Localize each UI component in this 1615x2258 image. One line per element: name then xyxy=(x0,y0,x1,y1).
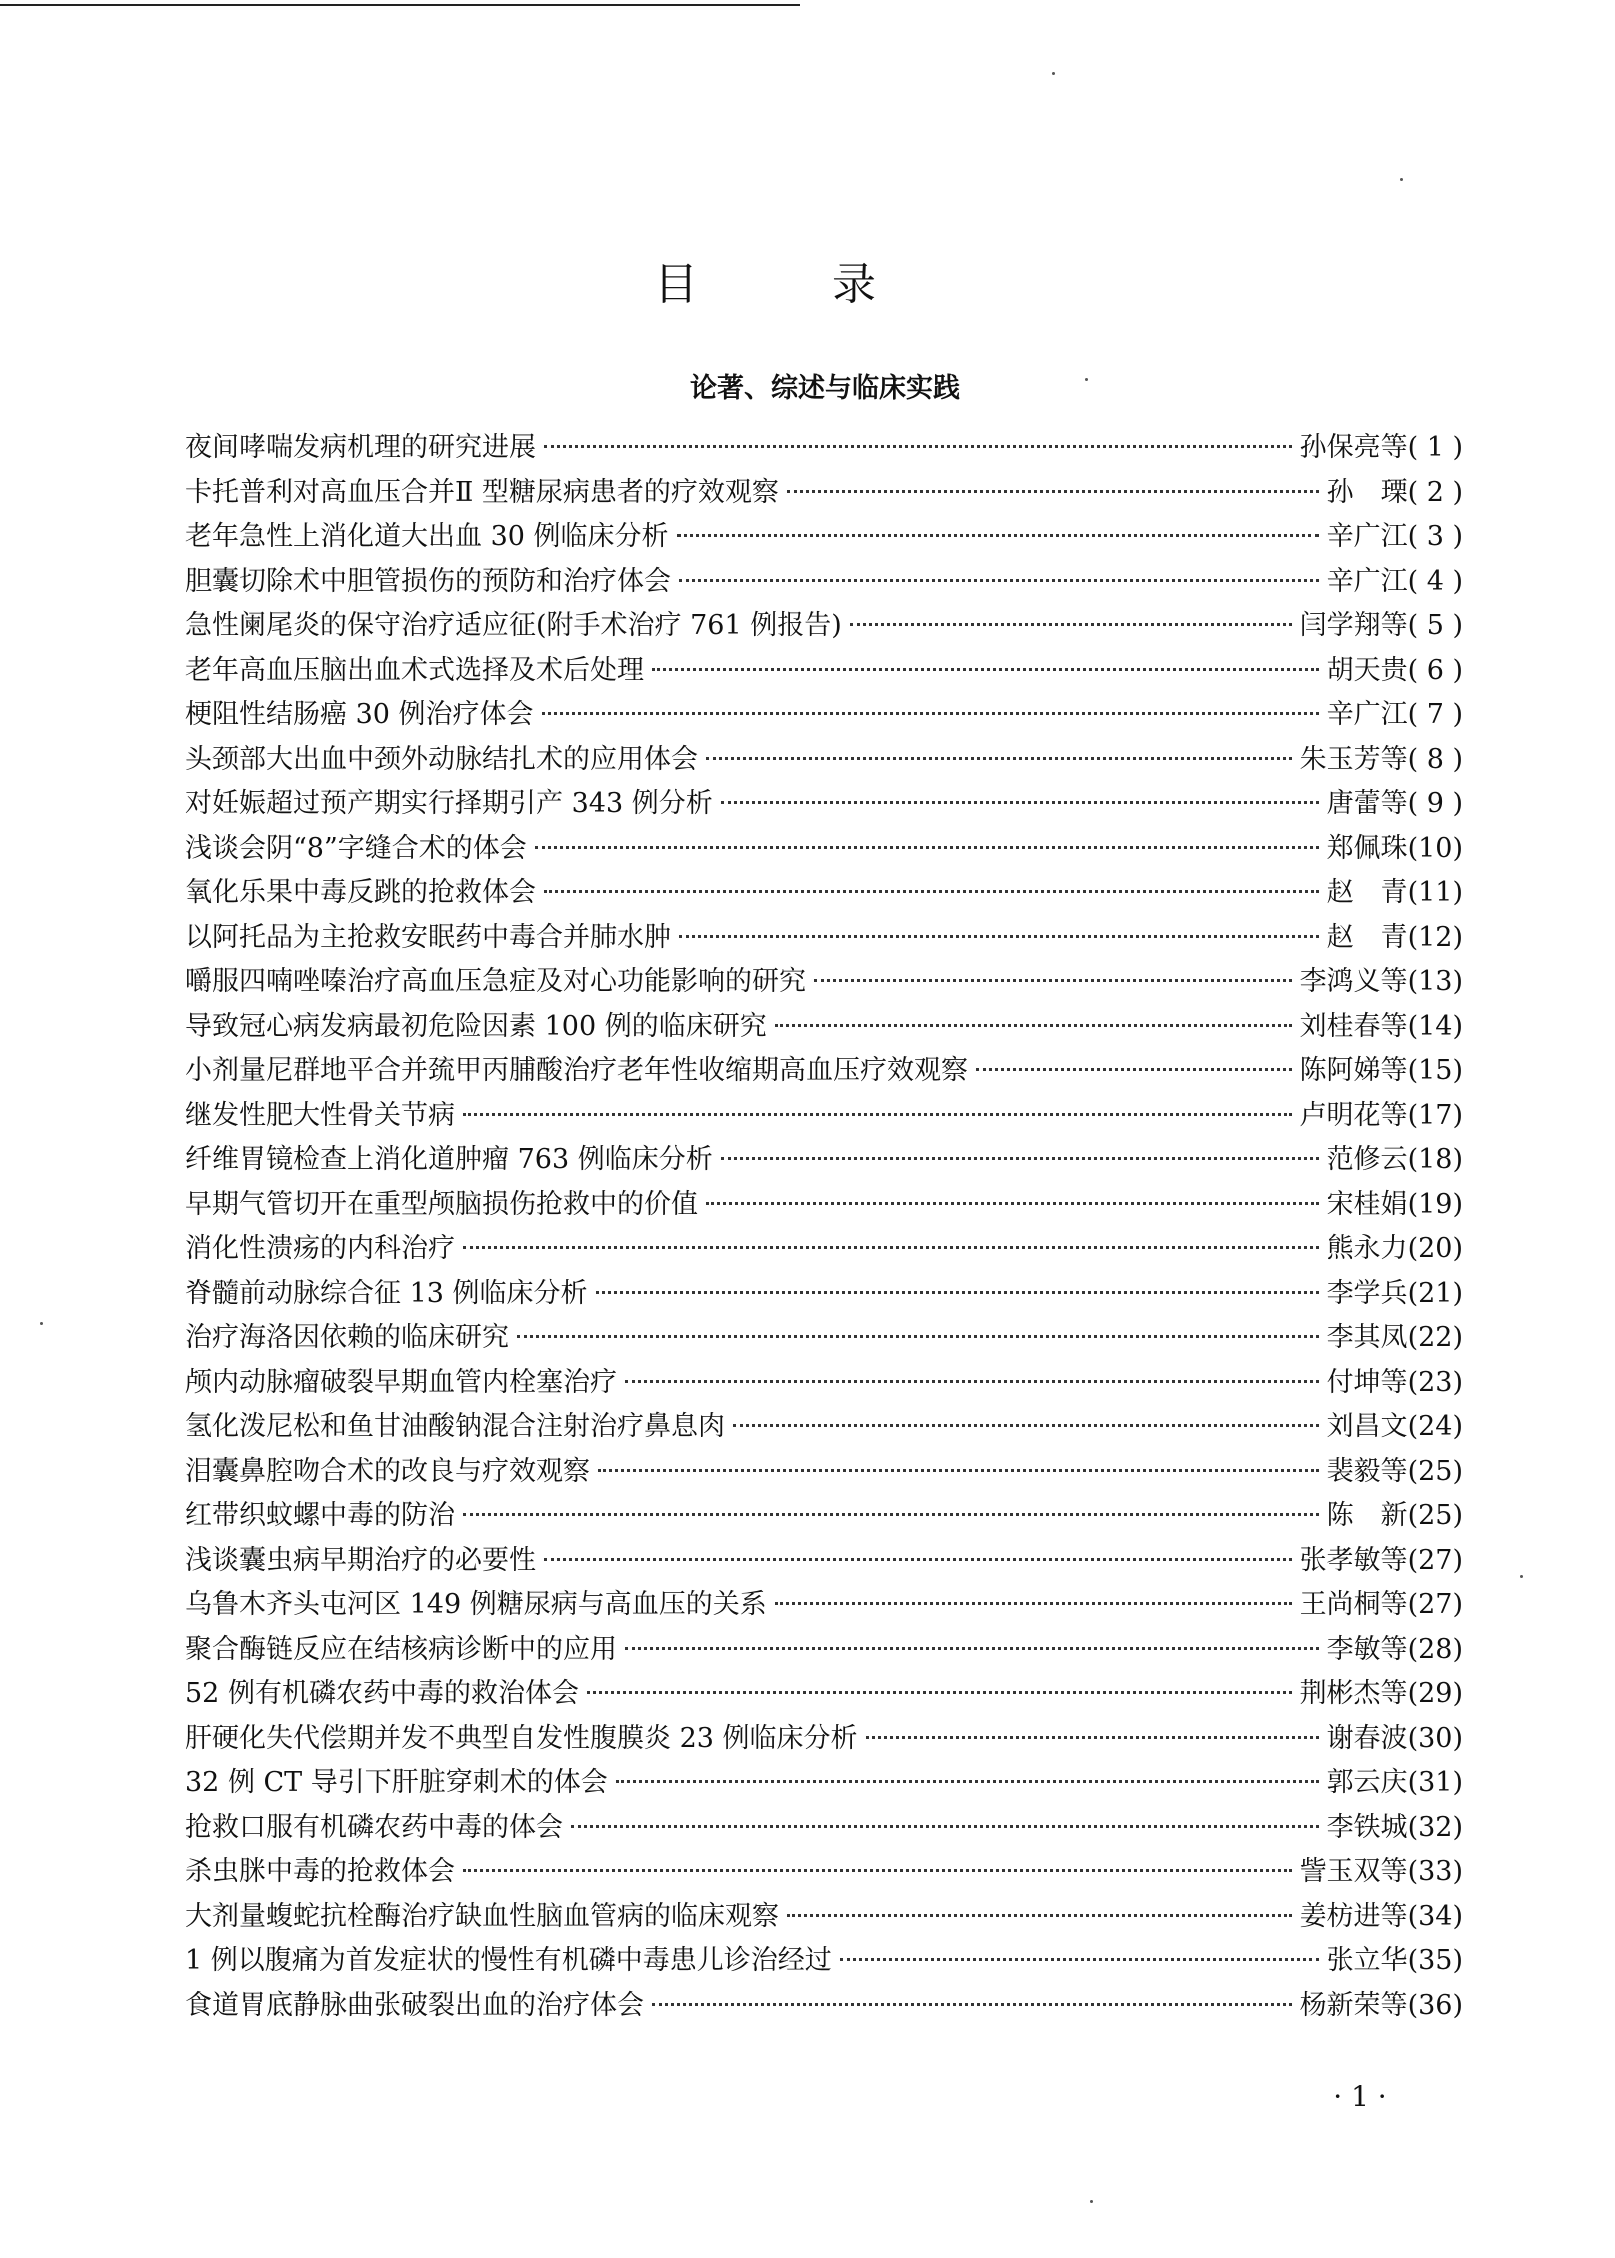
toc-entry xyxy=(185,1628,1463,1673)
dot-leader xyxy=(814,979,1292,982)
dot-leader xyxy=(706,757,1292,760)
toc-entry-author: 谢春波 xyxy=(1326,1722,1408,1754)
toc-entry-title: 胆囊切除术中胆管损伤的预防和治疗体会 xyxy=(185,565,671,597)
scan-speck xyxy=(1520,1575,1523,1578)
toc-entry-page: (27) xyxy=(1407,1544,1463,1576)
toc-entry-author: 荆彬杰等 xyxy=(1299,1678,1408,1709)
toc-entry-page: (32) xyxy=(1407,1811,1463,1843)
dot-leader xyxy=(616,1780,1319,1783)
toc-entry xyxy=(185,1049,1463,1094)
toc-entry xyxy=(185,738,1463,783)
toc-entry-author: 杨新荣等 xyxy=(1299,1989,1408,2021)
toc-entry-page: (29) xyxy=(1407,1678,1463,1709)
toc-entry xyxy=(185,916,1463,961)
toc-entry xyxy=(185,1405,1463,1450)
toc-entry xyxy=(185,604,1463,649)
toc-entry-author: 张孝敏等 xyxy=(1299,1544,1408,1576)
toc-entry-author: 胡天贵 xyxy=(1326,654,1408,686)
toc-entry-title: 继发性肥大性骨关节病 xyxy=(185,1099,455,1131)
dot-leader xyxy=(775,1024,1292,1027)
toc-entry-page: (20) xyxy=(1407,1233,1463,1264)
toc-entry-author: 李敏等 xyxy=(1326,1633,1408,1665)
toc-entry xyxy=(185,1005,1463,1050)
toc-entry-title: 消化性溃疡的内科治疗 xyxy=(185,1233,455,1264)
toc-entry xyxy=(185,1672,1463,1717)
dot-leader xyxy=(571,1825,1319,1828)
dot-leader xyxy=(706,1202,1319,1205)
toc-entry-title: 纤维胃镜检查上消化道肿瘤 763 例临床分析 xyxy=(185,1144,713,1175)
toc-entry xyxy=(185,871,1463,916)
toc-entry-title: 32 例 CT 导引下肝脏穿刺术的体会 xyxy=(185,1767,608,1798)
dot-leader xyxy=(517,1335,1319,1338)
toc-entry-title: 浅谈会阴“8”字缝合术的体会 xyxy=(185,832,527,864)
dot-leader xyxy=(463,1869,1292,1872)
toc-entry-title: 泪囊鼻腔吻合术的改良与疗效观察 xyxy=(185,1455,590,1487)
toc-entry-title: 导致冠心病发病最初危险因素 100 例的临床研究 xyxy=(185,1010,767,1042)
toc-entry-author: 赵 青 xyxy=(1326,877,1408,908)
toc-entry-title: 乌鲁木齐头屯河区 149 例糖尿病与高血压的关系 xyxy=(185,1589,767,1620)
toc-entry-author: 朱玉芳等 xyxy=(1299,743,1408,775)
dot-leader xyxy=(463,1246,1319,1249)
toc-entry-author: 辛广江 xyxy=(1326,565,1408,597)
toc-entry xyxy=(185,1138,1463,1183)
toc-entry-title: 老年急性上消化道大出血 30 例临床分析 xyxy=(185,521,669,552)
toc-entry-title: 杀虫脒中毒的抢救体会 xyxy=(185,1856,455,1887)
toc-entry-title: 聚合酶链反应在结核病诊断中的应用 xyxy=(185,1633,617,1665)
toc-entry xyxy=(185,1272,1463,1317)
dot-leader xyxy=(587,1691,1292,1694)
toc-entry-page: ( 3 ) xyxy=(1407,521,1463,552)
toc-entry-author: 刘桂春等 xyxy=(1299,1010,1408,1042)
toc-entry-title: 肝硬化失代偿期并发不典型自发性腹膜炎 23 例临床分析 xyxy=(185,1722,858,1754)
toc-entry-title: 小剂量尼群地平合并巯甲丙脯酸治疗老年性收缩期高血压疗效观察 xyxy=(185,1055,968,1086)
toc-entry xyxy=(185,560,1463,605)
toc-entry xyxy=(185,1316,1463,1361)
dot-leader xyxy=(850,623,1292,626)
dot-leader xyxy=(787,1914,1292,1917)
scan-speck xyxy=(1400,178,1403,181)
scan-speck xyxy=(40,1322,43,1325)
toc-entry xyxy=(185,1539,1463,1584)
toc-entry-author: 陈阿娣等 xyxy=(1299,1055,1408,1086)
toc-entry xyxy=(185,471,1463,516)
dot-leader xyxy=(733,1424,1319,1427)
toc-entry-author: 孙 瑮 xyxy=(1326,476,1408,508)
toc-entry-author: 辛广江 xyxy=(1326,521,1408,552)
toc-entry xyxy=(185,693,1463,738)
dot-leader xyxy=(652,2003,1292,2006)
dot-leader xyxy=(544,1558,1292,1561)
toc-entry xyxy=(185,426,1463,471)
scan-speck xyxy=(1052,72,1055,75)
toc-entry-title: 食道胃底静脉曲张破裂出血的治疗体会 xyxy=(185,1989,644,2021)
toc-entry-title: 治疗海洛因依赖的临床研究 xyxy=(185,1322,509,1353)
toc-entry-title: 颅内动脉瘤破裂早期血管内栓塞治疗 xyxy=(185,1366,617,1398)
toc-entry xyxy=(185,1494,1463,1539)
toc-entry-page: (13) xyxy=(1407,966,1463,997)
dot-leader xyxy=(866,1736,1319,1739)
toc-entry-page: (22) xyxy=(1407,1322,1463,1353)
dot-leader xyxy=(787,490,1319,493)
scan-speck xyxy=(1085,378,1088,381)
toc-entry-page: (30) xyxy=(1407,1722,1463,1754)
toc-entry-author: 裴毅等 xyxy=(1326,1455,1408,1487)
toc-entry-author: 闫学翔等 xyxy=(1299,610,1408,641)
toc-entry-page: ( 1 ) xyxy=(1407,432,1463,463)
toc-entry-author: 赵 青 xyxy=(1326,921,1408,953)
toc-entry-author: 孙保亮等 xyxy=(1299,432,1408,463)
toc-entry-page: ( 7 ) xyxy=(1407,699,1463,730)
toc-entry xyxy=(185,1583,1463,1628)
toc-entry-page: ( 6 ) xyxy=(1407,654,1463,686)
toc-entry xyxy=(185,1806,1463,1851)
dot-leader xyxy=(677,534,1319,537)
toc-entry-author: 訾玉双等 xyxy=(1299,1856,1408,1887)
section-heading: 论著、综述与临床实践 xyxy=(690,373,960,404)
dot-leader xyxy=(463,1113,1292,1116)
scan-speck xyxy=(1090,2200,1093,2203)
toc-entry-page: (24) xyxy=(1407,1411,1463,1442)
toc-entry-page: (25) xyxy=(1407,1500,1463,1531)
toc-entry-page: (11) xyxy=(1407,877,1463,908)
dot-leader xyxy=(721,801,1319,804)
toc-entry-author: 李其凤 xyxy=(1326,1322,1408,1353)
toc-entry-author: 刘昌文 xyxy=(1326,1411,1408,1442)
toc-entry-page: (31) xyxy=(1407,1767,1463,1798)
toc-entry-page: ( 2 ) xyxy=(1407,476,1463,508)
toc-entry-page: (10) xyxy=(1407,832,1463,864)
toc-entry-author: 姜枋进等 xyxy=(1299,1900,1408,1932)
toc-entry xyxy=(185,1094,1463,1139)
toc-entry-title: 大剂量蝮蛇抗栓酶治疗缺血性脑血管病的临床观察 xyxy=(185,1900,779,1932)
toc-entry xyxy=(185,1761,1463,1806)
toc-entry-title: 氢化泼尼松和鱼甘油酸钠混合注射治疗鼻息肉 xyxy=(185,1411,725,1442)
dot-leader xyxy=(679,579,1319,582)
dot-leader xyxy=(775,1602,1292,1605)
toc-entry-page: ( 8 ) xyxy=(1407,743,1463,775)
toc-entry xyxy=(185,960,1463,1005)
toc-entry-title: 1 例以腹痛为首发症状的慢性有机磷中毒患儿诊治经过 xyxy=(185,1945,832,1976)
toc-entry-title: 脊髓前动脉综合征 13 例临床分析 xyxy=(185,1277,588,1309)
dot-leader xyxy=(652,668,1319,671)
toc-entry-title: 老年高血压脑出血术式选择及术后处理 xyxy=(185,654,644,686)
toc-entry-author: 李铁城 xyxy=(1326,1811,1408,1843)
toc-entry-page: ( 5 ) xyxy=(1407,610,1463,641)
toc-entry-title: 急性阑尾炎的保守治疗适应征(附手术治疗 761 例报告) xyxy=(185,610,842,641)
dot-leader xyxy=(596,1291,1319,1294)
toc-entry-page: (28) xyxy=(1407,1633,1463,1665)
toc-entry-page: ( 9 ) xyxy=(1407,788,1463,819)
toc-entry-page: (17) xyxy=(1407,1099,1463,1131)
toc-entry-title: 氧化乐果中毒反跳的抢救体会 xyxy=(185,877,536,908)
toc-entry-page: (33) xyxy=(1407,1856,1463,1887)
toc-entry-title: 夜间哮喘发病机理的研究进展 xyxy=(185,432,536,463)
top-rule xyxy=(0,4,800,6)
toc-entry-author: 郭云庆 xyxy=(1326,1767,1408,1798)
toc-entry-title: 对妊娠超过预产期实行择期引产 343 例分析 xyxy=(185,788,713,819)
toc-entry-author: 辛广江 xyxy=(1326,699,1408,730)
dot-leader xyxy=(721,1157,1319,1160)
page-title: 目 录 xyxy=(654,259,936,310)
toc-entry xyxy=(185,1939,1463,1984)
toc-entry-page: (21) xyxy=(1407,1277,1463,1309)
toc-entry-author: 范修云 xyxy=(1326,1144,1408,1175)
dot-leader xyxy=(625,1380,1319,1383)
dot-leader xyxy=(542,712,1319,715)
toc-entry xyxy=(185,1183,1463,1228)
toc-entry-title: 嚼服四喃唑嗪治疗高血压急症及对心功能影响的研究 xyxy=(185,966,806,997)
toc-entry-author: 郑佩珠 xyxy=(1326,832,1408,864)
toc-entry xyxy=(185,1227,1463,1272)
table-of-contents xyxy=(185,426,1463,2028)
toc-entry-title: 早期气管切开在重型颅脑损伤抢救中的价值 xyxy=(185,1188,698,1220)
toc-entry-author: 陈 新 xyxy=(1326,1500,1408,1531)
dot-leader xyxy=(679,935,1319,938)
dot-leader xyxy=(463,1513,1319,1516)
toc-entry-page: (27) xyxy=(1407,1589,1463,1620)
toc-entry-author: 熊永力 xyxy=(1326,1233,1408,1264)
toc-entry-page: (18) xyxy=(1407,1144,1463,1175)
toc-entry-page: (12) xyxy=(1407,921,1463,953)
toc-entry xyxy=(185,782,1463,827)
toc-entry-author: 宋桂娟 xyxy=(1326,1188,1408,1220)
toc-entry-page: (34) xyxy=(1407,1900,1463,1932)
toc-entry-page: (25) xyxy=(1407,1455,1463,1487)
toc-entry-page: (19) xyxy=(1407,1188,1463,1220)
toc-entry-page: ( 4 ) xyxy=(1407,565,1463,597)
toc-entry-author: 唐蕾等 xyxy=(1326,788,1408,819)
toc-entry-page: (23) xyxy=(1407,1366,1463,1398)
toc-entry-page: (35) xyxy=(1407,1945,1463,1976)
toc-entry-page: (15) xyxy=(1407,1055,1463,1086)
toc-entry xyxy=(185,1850,1463,1895)
dot-leader xyxy=(598,1469,1319,1472)
toc-entry-author: 付坤等 xyxy=(1326,1366,1408,1398)
toc-entry xyxy=(185,1984,1463,2029)
page-number: · 1 · xyxy=(1333,2080,1387,2113)
dot-leader xyxy=(976,1068,1292,1071)
toc-entry-title: 卡托普利对高血压合并Ⅱ 型糖尿病患者的疗效观察 xyxy=(185,476,779,508)
toc-entry xyxy=(185,1717,1463,1762)
toc-entry-title: 浅谈囊虫病早期治疗的必要性 xyxy=(185,1544,536,1576)
toc-entry-title: 抢救口服有机磷农药中毒的体会 xyxy=(185,1811,563,1843)
dot-leader xyxy=(625,1647,1319,1650)
toc-entry xyxy=(185,649,1463,694)
toc-entry-author: 李鸿义等 xyxy=(1299,966,1408,997)
toc-entry xyxy=(185,515,1463,560)
toc-entry-title: 以阿托品为主抢救安眠药中毒合并肺水肿 xyxy=(185,921,671,953)
toc-entry-author: 张立华 xyxy=(1326,1945,1408,1976)
toc-entry-page: (14) xyxy=(1407,1010,1463,1042)
dot-leader xyxy=(535,846,1319,849)
toc-entry xyxy=(185,1361,1463,1406)
dot-leader xyxy=(544,890,1319,893)
toc-entry-title: 梗阻性结肠癌 30 例治疗体会 xyxy=(185,699,534,730)
toc-entry-title: 52 例有机磷农药中毒的救治体会 xyxy=(185,1678,579,1709)
dot-leader xyxy=(544,445,1292,448)
toc-entry-author: 卢明花等 xyxy=(1299,1099,1408,1131)
dot-leader xyxy=(840,1958,1319,1961)
toc-entry-page: (36) xyxy=(1407,1989,1463,2021)
toc-entry-author: 王尚桐等 xyxy=(1299,1589,1408,1620)
toc-entry xyxy=(185,1450,1463,1495)
toc-entry-title: 头颈部大出血中颈外动脉结扎术的应用体会 xyxy=(185,743,698,775)
toc-entry xyxy=(185,827,1463,872)
toc-entry-author: 李学兵 xyxy=(1326,1277,1408,1309)
toc-entry-title: 红带织蚊螺中毒的防治 xyxy=(185,1500,455,1531)
toc-entry xyxy=(185,1895,1463,1940)
